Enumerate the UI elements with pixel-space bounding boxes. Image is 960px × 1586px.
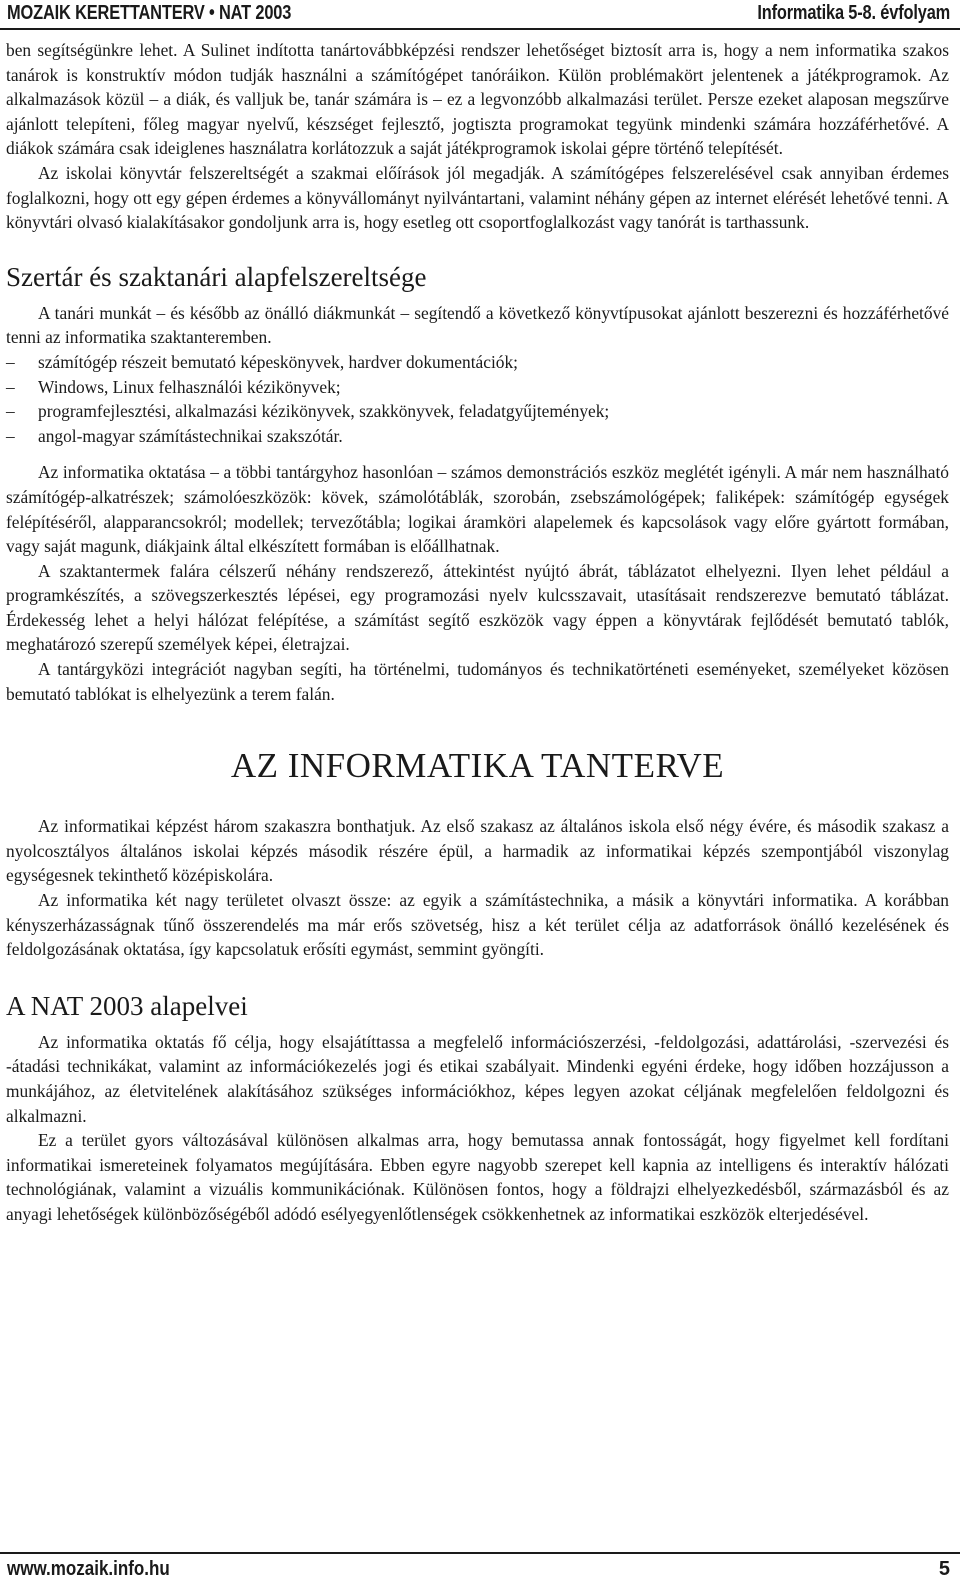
section-heading-szertar: Szertár és szaktanári alapfelszereltsége: [6, 261, 427, 292]
section1-paragraph-1: A tanári munkát – és később az önálló diákmunkát – segítendő a következő könyvtípusokat ajánlott beszerezni és hozzáférhetővé tenni az informatika szaktanteremben.: [6, 302, 949, 348]
section1-paragraph-4: A tantárgyközi integrációt nagyban segíti, ha történelmi, tudományos és technikatörténeti eseményeket, személyeket közösen bemutató tablókat is elhelyezünk a terem falán.: [6, 659, 949, 704]
header-series-title: MOZAIK KERETTANTERV • NAT 2003: [7, 2, 292, 24]
header-subject-title: Informatika 5-8. évfolyam: [757, 2, 950, 24]
intro-paragraph-1: ben segítségünkre lehet. A Sulinet indította tanártovábbképzési rendszer lehetőséget biztosít arra is, hogy a nem informatika szakos tanárok is konstruktív módon tudják használni a számítógépet tanóráikon. Külön problémakört jelentenek a játékprogramok. Az alkalmazások közül – a diák, és valljuk be, tanár számára is – ez a legvonzóbb alkalmazási terület. Persze ezeket alaposan megszűrve ajánlott telepíteni, főleg magyar nyelvű, készséget fejlesztő, jogtiszta programokat tegyünk mindenki számára hozzáférhetővé. A diákok számára csak ideiglenes használatra korlátozzuk a saját játékprogramok iskolai gépre történő telepítését.: [6, 40, 949, 159]
footer-website: www.mozaik.info.hu: [7, 1558, 170, 1580]
section1-paragraph-2: Az informatika oktatása – a többi tantárgyhoz hasonlóan – számos demonstrációs eszköz meglétét igényli. A már nem használható számítógép-alkatrészek; számolóeszközök: kövek, számolótáblák, szorobán, zsebszámológépek; faliképek: számítógép egységek felépítéséről, alapparancsokról; modellek; tervezőtábla; logikai áramköri alapelemek és kapcsolások vagy előre gyártott formában, vagy saját magunk, diákjaink által elkészített formában is előállhatnak.: [6, 462, 949, 557]
section-heading-tanterv: AZ INFORMATIKA TANTERVE: [230, 746, 725, 786]
list-item: – programfejlesztési, alkalmazási kézikönyvek, szakkönyvek, feladatgyűjtemények;: [6, 399, 949, 424]
page-number: 5: [938, 1558, 950, 1580]
section1-paragraph-3: A szaktantermek falára célszerű néhány rendszerező, áttekintést nyújtó ábrát, táblázatot elhelyezni. Ilyen lehet például a programkészítés, a szövegszerkesztés lépései, egy programozási nyelv kulcsszavait, utasításait rendszerezve bemutató táblázat. Érdekesség lehet a helyi hálózat felépítése, a számítást segítő eszközök vagy éppen a könyvtárak fejlődését bemutató tablók, meghatározó szerepű személyek képei, életrajzai.: [6, 560, 949, 655]
section-heading-nat-alapelvei: A NAT 2003 alapelvei: [6, 990, 248, 1021]
page-footer: [0, 1552, 960, 1586]
book-type-list: [6, 350, 949, 448]
section2-paragraph-2: Az informatika két nagy területet olvaszt össze: az egyik a számítástechnika, a másik a könyvtári informatika. A korábban kényszerházasságnak tűnő összerendelés ma már erős szövetség, hisz a két terület célja az adatforrások önálló kezelésének és feldolgozásának oktatása, így kapcsolatuk erősíti egymást, semmint gyöngíti.: [6, 890, 949, 960]
intro-paragraph-2: Az iskolai könyvtár felszereltségét a szakmai előírások jól megadják. A számítógépes felszerelésével csak annyiban érdemes foglalkozni, hogy ott egy gépen érdemes a könyvállományt nyilvántartani, valamint néhány gépen az internet elérését lehetővé tenni. A könyvtári olvasó kialakításakor gondoljunk arra is, hogy esetleg ott csoportfoglalkozást vagy tanórát is tarthassunk.: [6, 162, 949, 233]
page-header: [0, 0, 960, 30]
section2-paragraph-1: Az informatikai képzést három szakaszra bonthatjuk. Az első szakasz az általános iskola első négy évére, és második szakasz a nyolcosztályos általános iskolai képzés második részére épül, a harmadik az informatikai képzés szempontjából viszonylag egységesnek tekinthető középiskolára.: [6, 816, 949, 886]
section3-paragraph-1: Az informatika oktatás fő célja, hogy elsajátíttassa a megfelelő információszerzési, -feldolgozási, adattárolási, -szervezési és -átadási technikákat, valamint az információkezelés jogi és etikai szabályait. Mindenki egyéni érdeke, hogy időben hozzájusson a munkájához, az életvitelének alakításához szükséges információkhoz, képes legyen azokat céljának megfelelően feldolgozni és alkalmazni.: [6, 1031, 949, 1126]
page-content: [6, 38, 949, 1227]
list-item: – számítógép részeit bemutató képeskönyvek, hardver dokumentációk;: [6, 350, 949, 375]
list-item: – Windows, Linux felhasználói kézikönyvek;: [6, 375, 949, 400]
section3-paragraph-2: Ez a terület gyors változásával különösen alkalmas arra, hogy bemutassa annak fontosságát, hogy figyelmet kell fordítani informatikai ismereteinek folyamatos megújítására. Ebben egyre nagyobb szerepet kell kapnia az intelligens és interaktív hálózati technológiának, valamint a vizuális kommunikációnak. Különösen fontos, hogy a földrajzi elhelyezkedésből, származásból és az anyagi lehetőségek különbözőségéből adódó esélyegyenlőtlenségek csökkenhetnek az informatikai eszközök elterjedésével.: [6, 1130, 949, 1224]
list-item: – angol-magyar számítástechnikai szakszótár.: [6, 424, 949, 449]
